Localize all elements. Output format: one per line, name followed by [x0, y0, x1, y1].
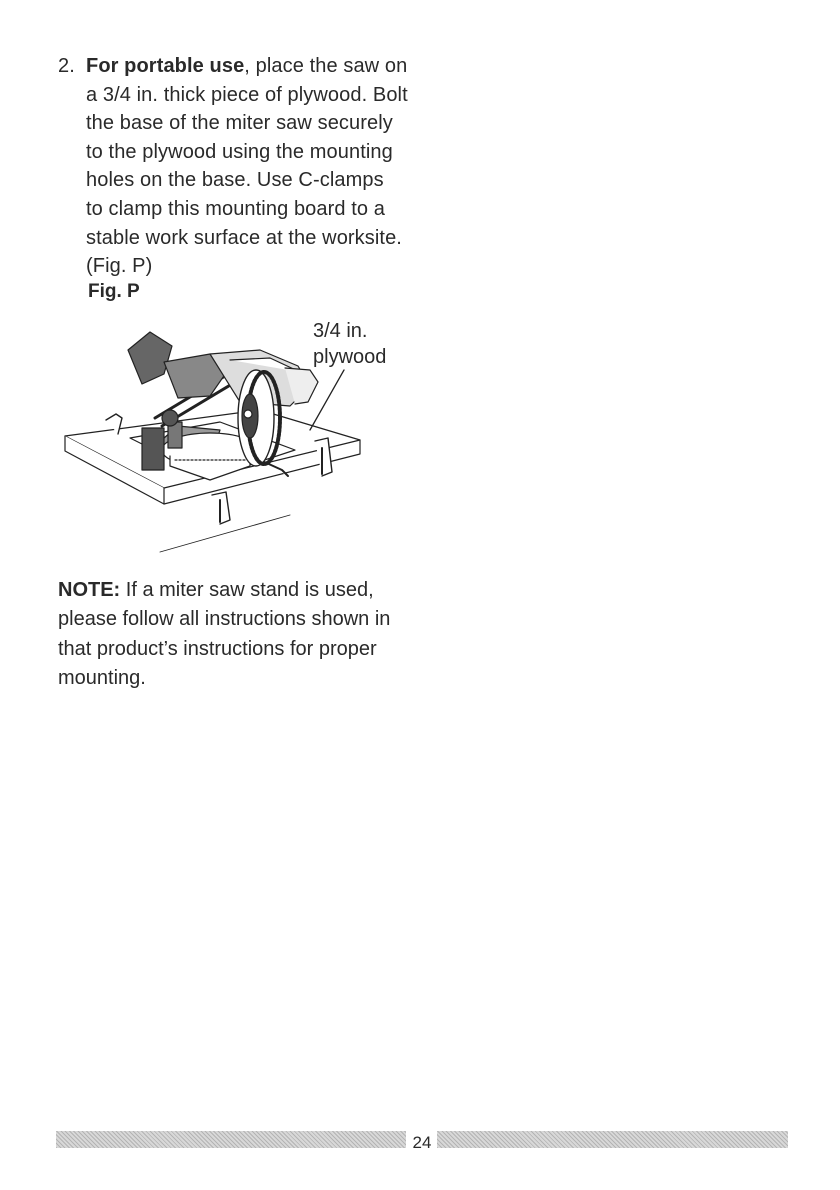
step-line: to the plywood using the mounting: [86, 140, 393, 163]
step-2-paragraph: [58, 52, 438, 281]
step-line: a 3/4 in. thick piece of plywood. Bolt: [86, 83, 408, 106]
callout-line-2: plywood: [313, 346, 387, 368]
step-line: the base of the miter saw securely: [86, 112, 393, 135]
step-line-1: [86, 52, 438, 81]
step-line: to clamp this mounting board to a: [86, 197, 386, 220]
callout-line-1: 3/4 in.: [313, 320, 368, 342]
note-line: please follow all instructions shown in: [58, 608, 391, 631]
step-line: (Fig. P): [86, 255, 153, 278]
step-line-1-rest: , place the saw on: [244, 55, 408, 77]
page-number: 24: [412, 1133, 432, 1152]
note-line: that product’s instructions for proper: [58, 637, 377, 660]
step-line: holes on the base. Use C-clamps: [86, 169, 384, 192]
note-line-1-rest: If a miter saw stand is used,: [120, 579, 374, 601]
step-line: stable work surface at the worksite.: [86, 226, 402, 249]
note-line: mounting.: [58, 666, 146, 689]
footer-bar-left: [56, 1131, 406, 1148]
saw-blade: [238, 370, 280, 466]
step-number: 2.: [58, 55, 75, 77]
note-paragraph: [58, 576, 438, 693]
figure-label: Fig. P: [88, 281, 140, 302]
footer-bar-right: [437, 1131, 788, 1148]
step-lead: For portable use: [86, 55, 245, 77]
note-label: NOTE:: [58, 579, 121, 601]
saw-motor-head: [128, 332, 318, 406]
plywood-callout: [313, 318, 386, 370]
note-line-1: [58, 576, 438, 605]
